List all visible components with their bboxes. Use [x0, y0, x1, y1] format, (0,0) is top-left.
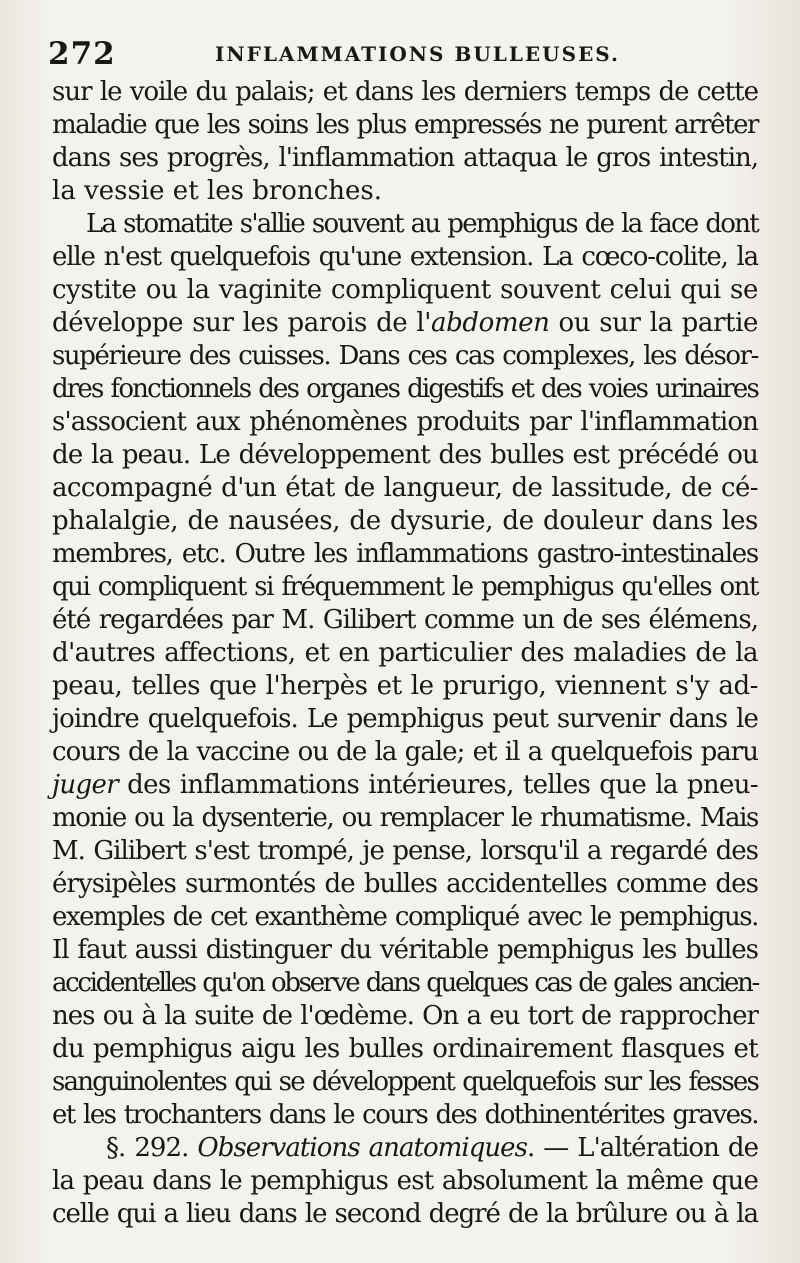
- text-line: M. Gilibert s'est trompé, je pense, lorsqu'il a regardé des: [52, 836, 758, 866]
- page-header: [48, 32, 768, 72]
- text-line: membres, etc. Outre les inflammations gastro-intestinales: [52, 539, 758, 569]
- text-line: joindre quelquefois. Le pemphigus peut survenir dans le: [52, 704, 758, 734]
- page-number: 272: [48, 36, 116, 72]
- italic-term: abdomen: [431, 308, 550, 338]
- text-line: érysipèles surmontés de bulles accidentelles comme des: [52, 869, 758, 899]
- text-line: accidentelles qu'on observe dans quelques cas de gales ancien-: [52, 968, 758, 998]
- text-line: peau, telles que l'herpès et le prurigo, viennent s'y ad-: [52, 671, 758, 701]
- text-line: d'autres affections, et en particulier des maladies de la: [52, 638, 758, 668]
- section-title: Observations anatomiques: [197, 1133, 527, 1163]
- paragraph-first-line: La stomatite s'allie souvent au pemphigus de la face dont: [86, 209, 758, 239]
- text-line: Il faut aussi distinguer du véritable pemphigus les bulles: [52, 935, 758, 965]
- text-line: dres fonctionnels des organes digestifs et des voies urinaires: [52, 374, 758, 404]
- text-line: s'associent aux phénomènes produits par l'inflammation: [52, 407, 758, 437]
- section-heading-line: §. 292. Observations anatomiques. — L'altération de: [106, 1133, 758, 1163]
- text-line: la peau dans le pemphigus est absolument la même que: [52, 1166, 758, 1196]
- text-line: juger des inflammations intérieures, telles que la pneu-: [52, 770, 758, 800]
- text-line: dans ses progrès, l'inflammation attaqua le gros intestin,: [52, 143, 758, 173]
- text-line: exemples de cet exanthème compliqué avec le pemphigus.: [52, 902, 758, 932]
- text-line: été regardées par M. Gilibert comme un de ses élémens,: [52, 605, 758, 635]
- text-line: phalalgie, de nausées, de dysurie, de douleur dans les: [52, 506, 758, 536]
- italic-term: juger: [52, 770, 119, 800]
- text-line: du pemphigus aigu les bulles ordinairement flasques et: [52, 1034, 758, 1064]
- text-line: accompagné d'un état de langueur, de lassitude, de cé-: [52, 473, 758, 503]
- text-line: nes ou à la suite de l'œdème. On a eu tort de rapprocher: [52, 1001, 758, 1031]
- text-line: sanguinolentes qui se développent quelquefois sur les fesses: [52, 1067, 758, 1097]
- text-line: et les trochanters dans le cours des dothinentérites graves.: [52, 1100, 758, 1130]
- text-line: cours de la vaccine ou de la gale; et il a quelquefois paru: [52, 737, 758, 767]
- body-text: [52, 76, 758, 1231]
- running-head: INFLAMMATIONS BULLEUSES.: [215, 42, 621, 66]
- text-line: celle qui a lieu dans le second degré de la brûlure ou à la: [52, 1199, 758, 1229]
- text-line: supérieure des cuisses. Dans ces cas complexes, les désor-: [52, 341, 758, 371]
- text-line: maladie que les soins les plus empressés ne purent arrêter: [52, 110, 758, 140]
- text-line: elle n'est quelquefois qu'une extension. La cœco-colite, la: [52, 242, 758, 272]
- text-line: de la peau. Le développement des bulles est précédé ou: [52, 440, 758, 470]
- text-line: la vessie et les bronches.: [52, 176, 382, 206]
- text-line: sur le voile du palais; et dans les derniers temps de cette: [52, 77, 758, 107]
- text-line: développe sur les parois de l'abdomen ou sur la partie: [52, 308, 758, 338]
- text-line: cystite ou la vaginite compliquent souvent celui qui se: [52, 275, 758, 305]
- text-line: monie ou la dysenterie, ou remplacer le rhumatisme. Mais: [52, 803, 758, 833]
- text-line: qui compliquent si fréquemment le pemphigus qu'elles ont: [52, 572, 758, 602]
